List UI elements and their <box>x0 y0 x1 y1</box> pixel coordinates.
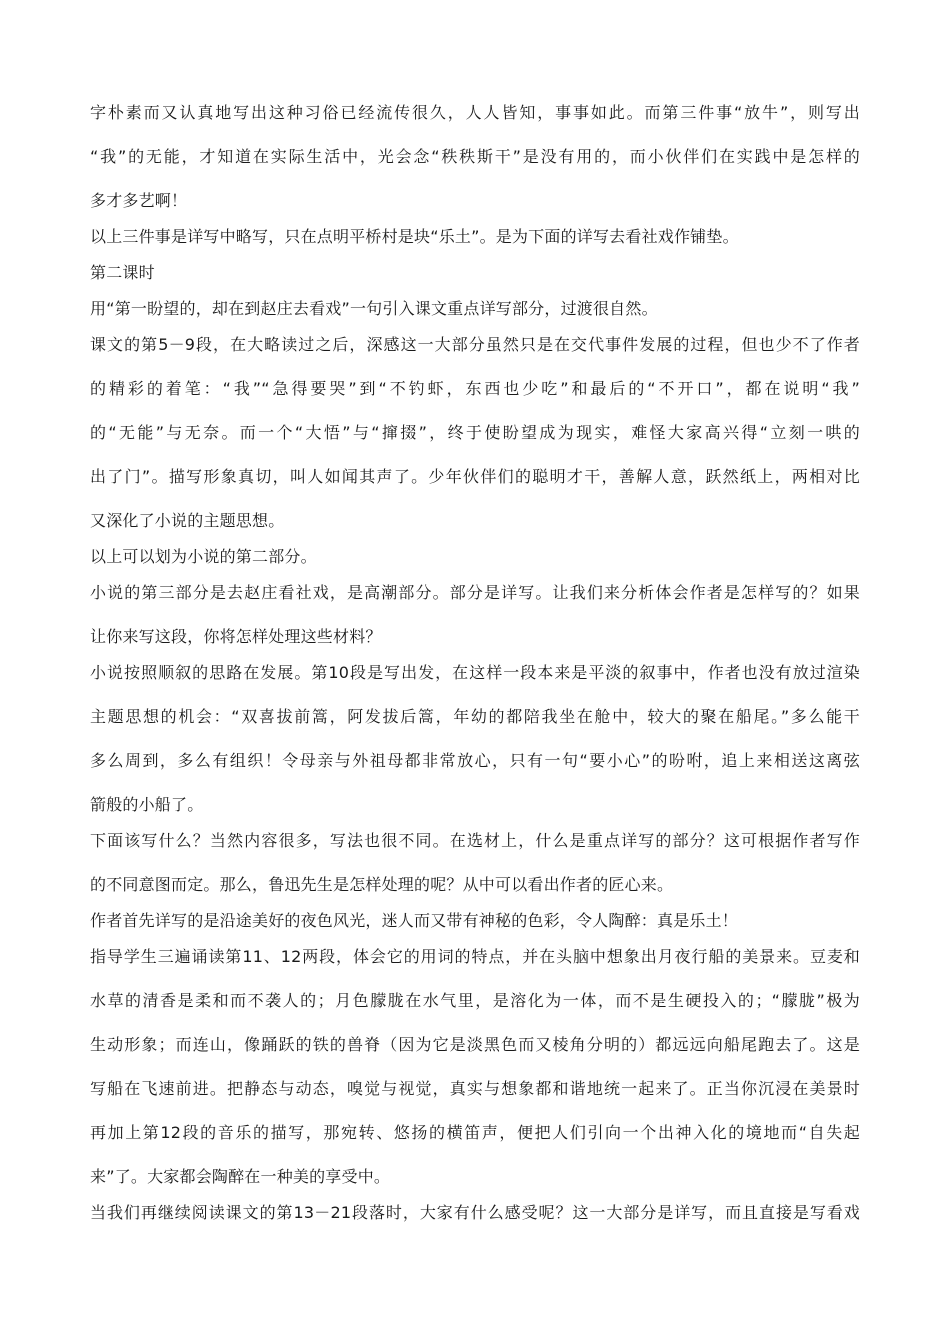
text-line: 小说按照顺叙的思路在发展。第10段是写出发，在这样一段本来是平淡的叙事中，作者也没有放过渲染 <box>90 663 860 682</box>
text-line: 课文的第5－9段，在大略读过之后，深感这一大部分虽然只是在交代事件发展的过程，但也少不了作者 <box>90 335 860 354</box>
text-line: 的精彩的着笔：“我”“急得要哭”到“不钓虾，东西也少吃”和最后的“不开口”，都在说明“我” <box>90 379 860 398</box>
text-line: 的不同意图而定。那么，鲁迅先生是怎样处理的呢？从中可以看出作者的匠心来。 <box>90 875 674 894</box>
text-line: 又深化了小说的主题思想。 <box>90 511 285 530</box>
text-line: 以上三件事是详写中略写，只在点明平桥村是块“乐土”。是为下面的详写去看社戏作铺垫。 <box>90 227 739 246</box>
text-line: 下面该写什么？当然内容很多，写法也很不同。在选材上，什么是重点详写的部分？这可根据作者写作 <box>90 831 860 850</box>
text-line: 水草的清香是柔和而不袭人的；月色朦胧在水气里，是溶化为一体，而不是生硬投入的；“朦胧”极为 <box>90 991 860 1010</box>
text-line: 小说的第三部分是去赵庄看社戏，是高潮部分。部分是详写。让我们来分析体会作者是怎样写的？如果 <box>90 583 860 602</box>
section-heading: 第二课时 <box>90 263 155 282</box>
text-line: 来”了。大家都会陶醉在一种美的享受中。 <box>90 1167 391 1186</box>
text-line: 写船在飞速前进。把静态与动态，嗅觉与视觉，真实与想象都和谐地统一起来了。正当你沉浸在美景时 <box>90 1079 860 1098</box>
text-line: 当我们再继续阅读课文的第13－21段落时，大家有什么感受呢？这一大部分是详写，而且直接是写看戏 <box>90 1203 860 1222</box>
text-line: “我”的无能，才知道在实际生活中，光会念“秩秩斯干”是没有用的，而小伙伴们在实践中是怎样的 <box>90 147 860 166</box>
text-line: 用“第一盼望的，却在到赵庄去看戏”一句引入课文重点详写部分，过渡很自然。 <box>90 299 658 318</box>
text-line: 多么周到，多么有组织！令母亲与外祖母都非常放心，只有一句“要小心”的吩咐，追上来相送这离弦 <box>90 751 860 770</box>
text-line: 再加上第12段的音乐的描写，那宛转、悠扬的横笛声，便把人们引向一个出神入化的境地而“自失起 <box>90 1123 860 1142</box>
text-line: 字朴素而又认真地写出这种习俗已经流传很久，人人皆知，事事如此。而第三件事“放牛”，则写出 <box>90 103 860 122</box>
text-line: 多才多艺啊！ <box>90 191 188 210</box>
text-line: 箭般的小船了。 <box>90 795 204 814</box>
text-line: 主题思想的机会：“双喜拔前篙，阿发拔后篙，年幼的都陪我坐在舱中，较大的聚在船尾。”多么能干 <box>90 707 860 726</box>
text-line: 以上可以划为小说的第二部分。 <box>90 547 317 566</box>
text-line: 作者首先详写的是沿途美好的夜色风光，迷人而又带有神秘的色彩，令人陶醉：真是乐土！ <box>90 911 739 930</box>
text-line: 生动形象；而连山，像踊跃的铁的兽脊（因为它是淡黑色而又棱角分明的）都远远向船尾跑去了。这是 <box>90 1035 860 1054</box>
text-line: 出了门”。描写形象真切，叫人如闻其声了。少年伙伴们的聪明才干，善解人意，跃然纸上，两相对比 <box>90 467 860 486</box>
text-line: 的“无能”与无奈。而一个“大悟”与“撺掇”，终于使盼望成为现实，难怪大家高兴得“立刻一哄的 <box>90 423 860 442</box>
text-line: 让你来写这段，你将怎样处理这些材料？ <box>90 627 382 646</box>
text-line: 指导学生三遍诵读第11、12两段，体会它的用词的特点，并在头脑中想象出月夜行船的美景来。豆麦和 <box>90 947 860 966</box>
